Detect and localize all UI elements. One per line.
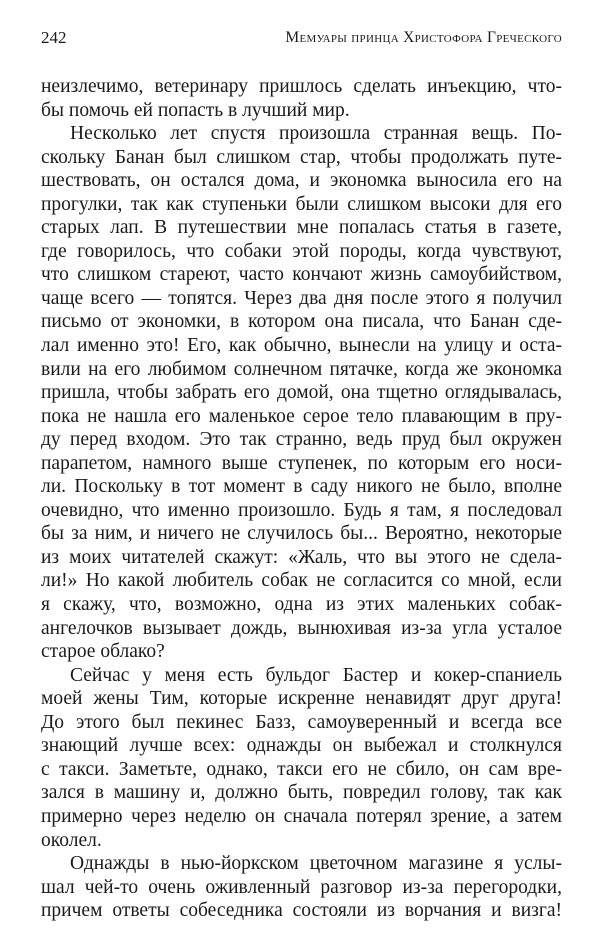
text-line: бы помочь ей попасть в лучший мир. — [41, 99, 350, 121]
text-line: я скажу, что, возможно, одна из этих маленьких собак- — [41, 594, 562, 616]
text-line: парапетом, намного выше ступенек, по которым его носи- — [41, 452, 562, 474]
paragraph — [41, 122, 562, 664]
text-line: знающий лучше всех: однажды он выбежал и столкнулся — [41, 735, 562, 757]
text-line: моей жены Тим, которые искренне ненавидят друг друга! — [41, 688, 562, 710]
text-line: пришла, чтобы забрать его домой, она тщетно оглядывалась, — [41, 382, 562, 404]
text-line: зался в машину и, должно быть, повредил голову, так как — [41, 782, 562, 804]
text-line: очевидно, что именно произошло. Будь я там, я последовал — [41, 499, 562, 521]
text-line: бы за ним, и ничего не случилось бы... Вероятно, некоторые — [41, 523, 562, 545]
text-line: До этого был пекинес Базз, самоуверенный и всегда все — [41, 711, 562, 733]
text-line: ду перед входом. Это так странно, ведь пруд был окружен — [41, 429, 562, 451]
text-line: ли!» Но какой любитель собак не согласится со мной, если — [41, 570, 562, 592]
page-header — [41, 28, 562, 52]
text-line: где говорилось, что собаки этой породы, когда чувствуют, — [41, 240, 562, 262]
paragraph — [41, 852, 562, 923]
text-line: причем ответы собеседника состояли из ворчания и визга! — [41, 900, 562, 922]
text-line: чаще всего — топятся. Через два дня после этого я получил — [41, 287, 562, 309]
paragraph — [41, 664, 562, 852]
text-line: что слишком стареют, часто кончают жизнь самоубийством, — [41, 264, 562, 286]
text-line: околел. — [41, 829, 102, 851]
text-line: скольку Банан был слишком стар, чтобы продолжать путе- — [41, 146, 562, 168]
text-line: Сейчас у меня есть бульдог Бастер и кокер-спаниель — [70, 664, 562, 686]
text-line: ли. Поскольку в тот момент в саду никого не было, вполне — [41, 476, 562, 498]
text-line: шал чей-то очень оживленный разговор из-за перегородки, — [41, 876, 562, 898]
body-text — [41, 75, 562, 923]
text-line: вили на его любимом солнечном пятачке, когда же экономка — [41, 358, 562, 380]
text-line: старое облако? — [41, 641, 165, 663]
text-line: Однажды в нью-йоркском цветочном магазине я услы- — [70, 853, 562, 875]
paragraph — [41, 75, 562, 122]
text-line: лал именно это! Его, как обычно, вынесли на улицу и оста- — [41, 335, 562, 357]
text-line: старых лап. В путешествии мне попалась статья в газете, — [41, 217, 562, 239]
text-line: письмо от экономки, в котором она писала, что Банан сде- — [41, 311, 562, 333]
text-line: неизлечимо, ветеринару пришлось сделать инъекцию, что- — [41, 76, 562, 97]
text-line: пока не нашла его маленькое серое тело плавающим в пру- — [41, 405, 562, 427]
text-line: Несколько лет спустя произошла странная вещь. По- — [70, 123, 562, 145]
page-number: 242 — [41, 28, 67, 47]
text-line: ангелочков вызывает дождь, вынюхивая из-за угла усталое — [41, 617, 562, 639]
text-line: прогулки, так как ступеньки были слишком высоки для его — [41, 193, 562, 215]
text-line: из моих читателей скажут: «Жаль, что вы этого не сдела- — [41, 546, 562, 568]
running-title: Мемуары принца Христофора Греческого — [285, 29, 562, 46]
text-line: с такси. Заметьте, однако, такси его не сбило, он сам вре- — [41, 758, 562, 780]
text-line: шествовать, он остался дома, и экономка выносила его на — [41, 170, 562, 192]
text-line: примерно через неделю он сначала потерял зрение, а затем — [41, 805, 562, 827]
